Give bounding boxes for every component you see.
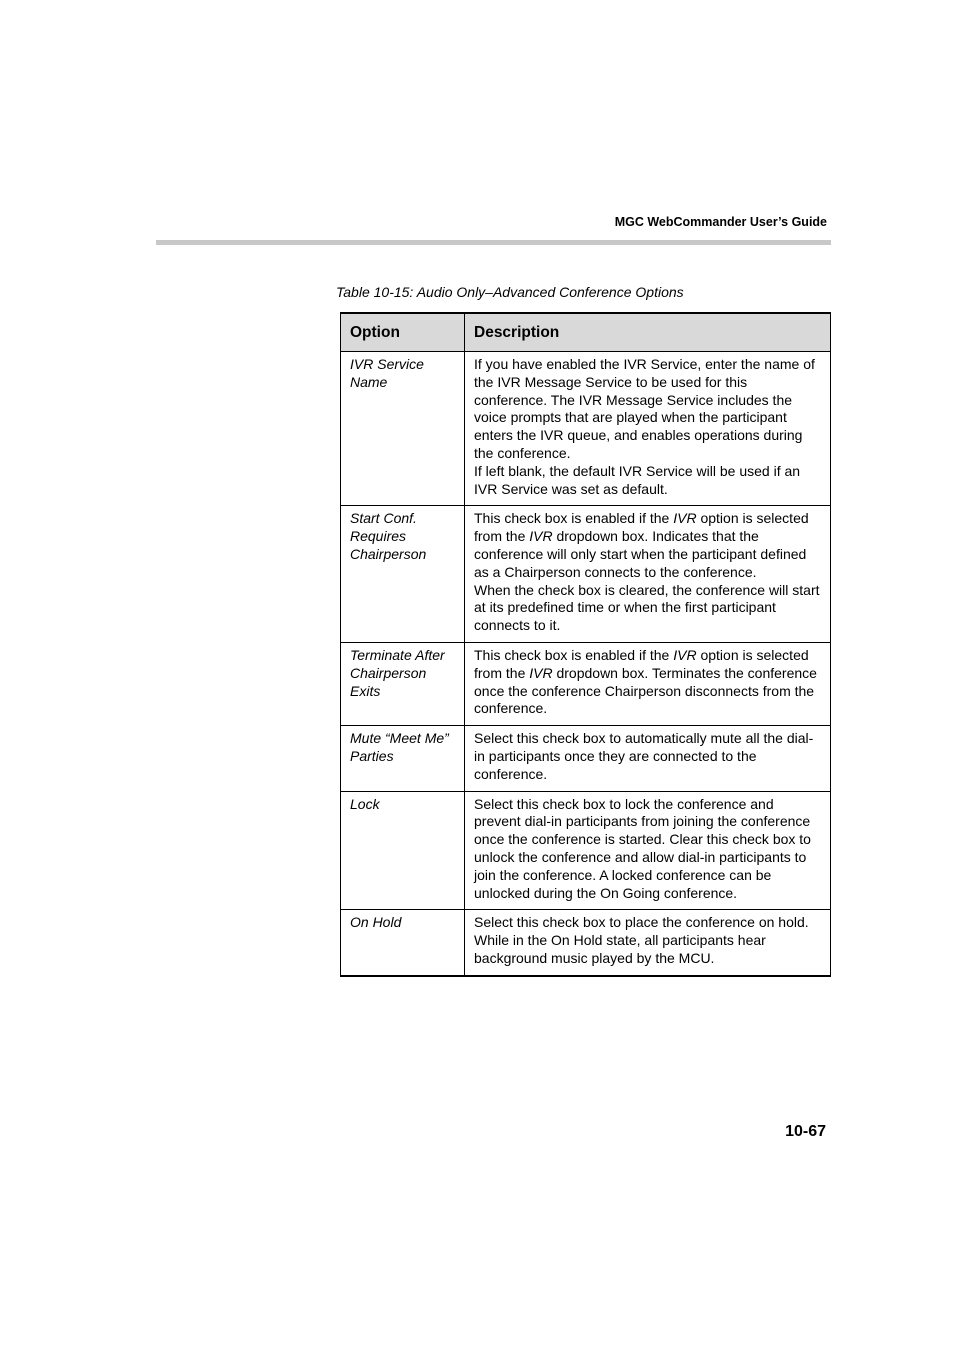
running-header: MGC WebCommander User’s Guide	[614, 215, 827, 229]
description-paragraph	[474, 510, 821, 581]
page-number: 10-67	[785, 1123, 826, 1140]
description-text: Select this check box to automatically mute all the dial-in participants once they are connected to the conference.	[474, 730, 814, 782]
description-paragraph	[474, 463, 821, 499]
field-reference: IVR	[673, 510, 697, 527]
description-text: dropdown box. Indicates that the conference will only start when the participant defined as a Chairperson connects to the conference.	[474, 528, 807, 580]
option-name-cell: Mute “Meet Me” Parties	[341, 726, 465, 791]
option-description-cell	[465, 726, 831, 791]
description-text: Select this check box to lock the conference and prevent dial-in participants from joining the conference once the conference is started. Clear this check box to unlock the conference and allow dial-in participants to join the conference. A locked conference can be unlocked during the On Going conference.	[474, 795, 811, 901]
option-description-cell	[465, 910, 831, 976]
option-description-cell	[465, 791, 831, 910]
option-name-cell: Lock	[341, 791, 465, 910]
table-row	[341, 726, 831, 791]
description-text: option is selected from the	[474, 510, 809, 545]
table-row	[341, 791, 831, 910]
column-header-option: Option	[341, 313, 465, 352]
options-table	[340, 312, 831, 977]
description-paragraph	[474, 647, 821, 718]
table-row	[341, 352, 831, 506]
table-row	[341, 910, 831, 976]
column-header-description: Description	[465, 313, 831, 352]
field-reference: IVR	[529, 664, 553, 681]
option-name-cell: On Hold	[341, 910, 465, 976]
table-row	[341, 642, 831, 725]
description-paragraph	[474, 730, 821, 783]
table-row	[341, 506, 831, 643]
option-name-cell: IVR Service Name	[341, 352, 465, 506]
table-header-row	[341, 313, 831, 352]
description-text: If you have enabled the IVR Service, enter the name of the IVR Message Service to be used for this conference. The IVR Message Service includes the voice prompts that are played when the participant enters the IVR queue, and enables operations during the conference.	[474, 356, 815, 461]
description-text: When the check box is cleared, the conference will start at its predefined time or when the first participant connects to it.	[474, 581, 820, 634]
description-text: If left blank, the default IVR Service will be used if an IVR Service was set as default.	[474, 462, 801, 497]
option-description-cell	[465, 642, 831, 725]
description-paragraph	[474, 796, 821, 903]
option-description-cell	[465, 506, 831, 643]
description-paragraph	[474, 582, 821, 635]
description-text: Select this check box to place the conference on hold. While in the On Hold state, all participants hear background music played by the MCU.	[474, 914, 809, 966]
description-paragraph	[474, 914, 821, 967]
table-caption: Table 10-15: Audio Only–Advanced Conference Options	[336, 284, 684, 300]
description-text: This check box is enabled if the	[474, 646, 674, 663]
description-text: option is selected from the	[474, 646, 809, 681]
description-text: dropdown box. Terminates the conference once the conference Chairperson disconnects from the conference.	[474, 664, 817, 717]
field-reference: IVR	[529, 528, 553, 545]
description-text: This check box is enabled if the	[474, 510, 674, 527]
option-name-cell: Start Conf. Requires Chairperson	[341, 506, 465, 643]
header-rule	[156, 240, 831, 245]
description-paragraph	[474, 356, 821, 463]
field-reference: IVR	[673, 646, 697, 663]
option-name-cell: Terminate After Chairperson Exits	[341, 642, 465, 725]
option-description-cell	[465, 352, 831, 506]
